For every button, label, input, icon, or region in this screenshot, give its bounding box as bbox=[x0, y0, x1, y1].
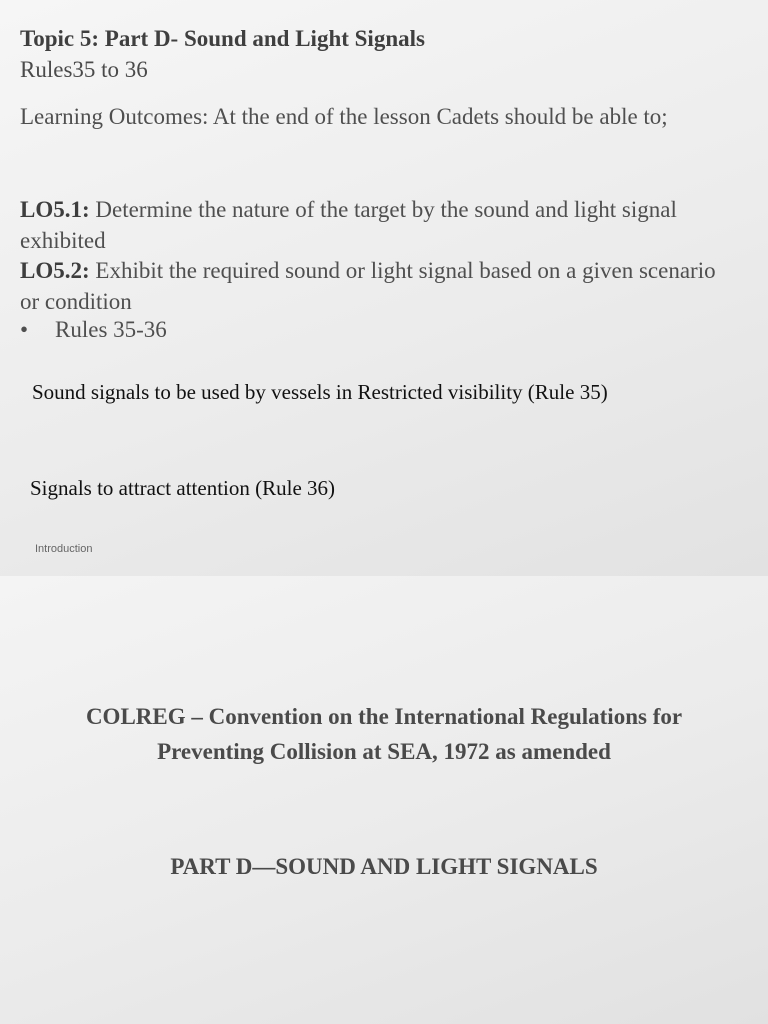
slide-subtitle: Rules35 to 36 bbox=[20, 57, 148, 82]
rule-36-textbox: Signals to attract attention (Rule 36) bbox=[30, 476, 336, 500]
colreg-heading: COLREG – Convention on the International Regulations for Preventing Collision at SEA, 1972 as amended bbox=[85, 704, 683, 764]
lo1-label: LO5.1: bbox=[20, 197, 90, 222]
lo2-text: Exhibit the required sound or light signal based on a given scenario or condition bbox=[20, 258, 716, 314]
bullet-text: Rules 35-36 bbox=[55, 317, 167, 342]
slide-footer-label: Introduction bbox=[35, 543, 93, 555]
lo2-label: LO5.2: bbox=[20, 258, 90, 283]
part-d-heading: PART D—SOUND AND LIGHT SIGNALS bbox=[170, 854, 598, 879]
learning-outcome-2 bbox=[20, 256, 720, 317]
slide-colreg bbox=[0, 576, 768, 1024]
learning-outcome-1 bbox=[20, 195, 720, 256]
learning-outcomes-intro: Learning Outcomes: At the end of the lesson Cadets should be able to; bbox=[20, 104, 668, 129]
rule-35-textbox: Sound signals to be used by vessels in Restricted visibility (Rule 35) bbox=[32, 380, 608, 404]
lo1-text: Determine the nature of the target by the sound and light signal exhibited bbox=[20, 197, 677, 253]
rules-bullet bbox=[20, 317, 167, 343]
bullet-marker: • bbox=[20, 317, 29, 342]
slide-title: Topic 5: Part D- Sound and Light Signals bbox=[20, 26, 425, 51]
